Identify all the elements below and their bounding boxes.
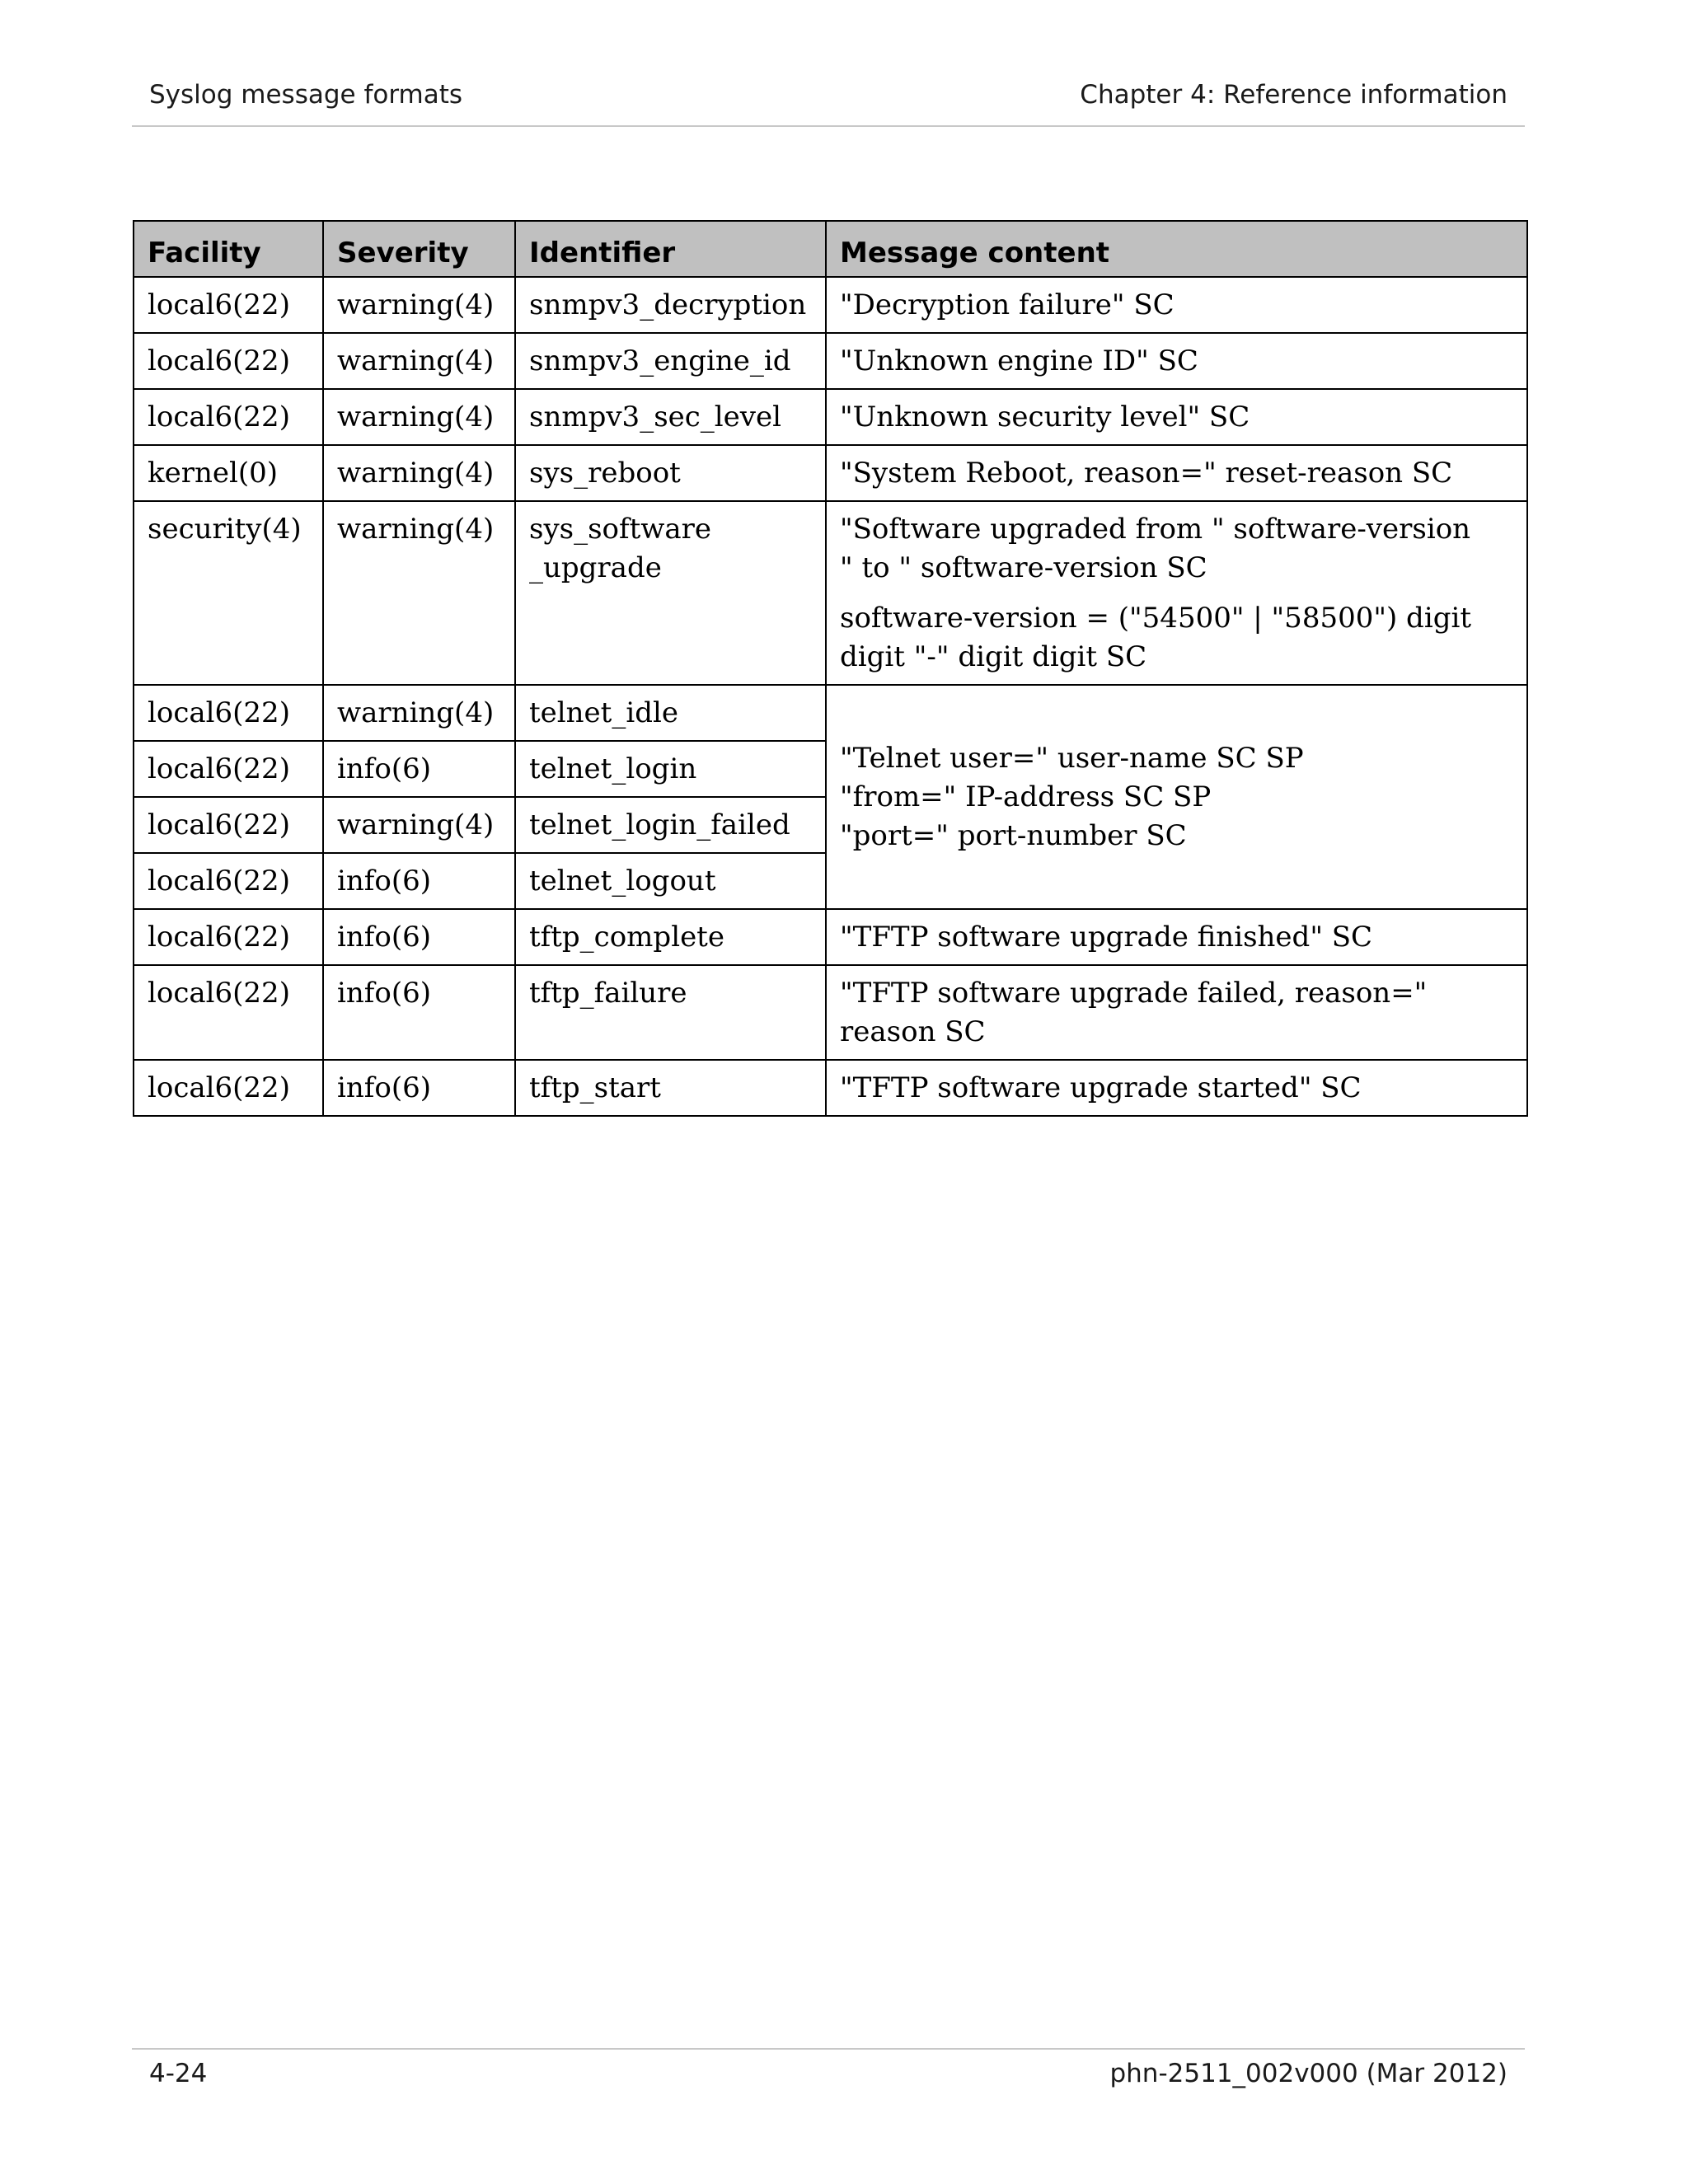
page-footer	[132, 2057, 1525, 2090]
cell-severity: info(6)	[323, 1060, 515, 1116]
cell-severity: info(6)	[323, 909, 515, 965]
cell-facility: local6(22)	[134, 853, 323, 909]
table-row	[134, 685, 1527, 741]
cell-facility: local6(22)	[134, 277, 323, 333]
cell-identifier: tftp_complete	[515, 909, 826, 965]
message-line: " to " software-version SC	[840, 551, 1207, 584]
cell-severity: warning(4)	[323, 333, 515, 389]
document-id: phn-2511_002v000 (Mar 2012)	[1109, 2059, 1507, 2088]
cell-message: "System Reboot, reason=" reset-reason SC	[826, 445, 1527, 501]
identifier-line: sys_software	[529, 513, 712, 546]
syslog-message-table	[133, 220, 1528, 1117]
cell-facility: local6(22)	[134, 333, 323, 389]
cell-severity: info(6)	[323, 741, 515, 797]
cell-identifier: telnet_login	[515, 741, 826, 797]
cell-severity: info(6)	[323, 965, 515, 1060]
cell-severity: warning(4)	[323, 277, 515, 333]
message-line: reason SC	[840, 1015, 986, 1048]
message-paragraph	[840, 599, 1513, 677]
cell-severity: warning(4)	[323, 797, 515, 853]
cell-facility: local6(22)	[134, 797, 323, 853]
cell-facility: kernel(0)	[134, 445, 323, 501]
message-line: digit "-" digit digit SC	[840, 640, 1147, 673]
cell-identifier	[515, 501, 826, 685]
table-row	[134, 277, 1527, 333]
header-section-title: Syslog message formats	[149, 80, 463, 110]
cell-identifier: snmpv3_engine_id	[515, 333, 826, 389]
cell-facility: security(4)	[134, 501, 323, 685]
cell-identifier: telnet_idle	[515, 685, 826, 741]
table-row	[134, 501, 1527, 685]
table-row	[134, 909, 1527, 965]
cell-identifier: telnet_login_failed	[515, 797, 826, 853]
header-chapter-title: Chapter 4: Reference information	[1080, 80, 1507, 110]
table-header-row	[134, 221, 1527, 277]
table-row	[134, 965, 1527, 1060]
cell-facility: local6(22)	[134, 685, 323, 741]
cell-message-telnet-merged	[826, 685, 1527, 909]
footer-divider	[132, 2048, 1525, 2050]
cell-severity: warning(4)	[323, 389, 515, 445]
message-line: "Telnet user=" user-name SC SP	[840, 742, 1304, 775]
message-line: software-version = ("54500" | "58500") digit	[840, 602, 1471, 635]
cell-identifier: telnet_logout	[515, 853, 826, 909]
column-header-identifier: Identifier	[515, 221, 826, 277]
cell-identifier: snmpv3_decryption	[515, 277, 826, 333]
cell-severity: warning(4)	[323, 501, 515, 685]
cell-identifier: tftp_start	[515, 1060, 826, 1116]
identifier-line: _upgrade	[529, 551, 662, 584]
table-row	[134, 333, 1527, 389]
cell-message: "Unknown engine ID" SC	[826, 333, 1527, 389]
cell-message	[826, 965, 1527, 1060]
cell-identifier: snmpv3_sec_level	[515, 389, 826, 445]
cell-identifier: sys_reboot	[515, 445, 826, 501]
cell-severity: warning(4)	[323, 445, 515, 501]
table-row	[134, 1060, 1527, 1116]
cell-facility: local6(22)	[134, 741, 323, 797]
message-line: "TFTP software upgrade failed, reason="	[840, 977, 1428, 1010]
cell-severity: warning(4)	[323, 685, 515, 741]
column-header-facility: Facility	[134, 221, 323, 277]
cell-facility: local6(22)	[134, 965, 323, 1060]
cell-facility: local6(22)	[134, 1060, 323, 1116]
cell-message	[826, 501, 1527, 685]
cell-severity: info(6)	[323, 853, 515, 909]
cell-facility: local6(22)	[134, 909, 323, 965]
message-line: "port=" port-number SC	[840, 819, 1187, 852]
cell-message: "Decryption failure" SC	[826, 277, 1527, 333]
cell-message: "TFTP software upgrade finished" SC	[826, 909, 1527, 965]
message-line: "from=" IP-address SC SP	[840, 780, 1212, 813]
table-row	[134, 445, 1527, 501]
cell-message: "TFTP software upgrade started" SC	[826, 1060, 1527, 1116]
column-header-message-content: Message content	[826, 221, 1527, 277]
message-line: "Software upgraded from " software-version	[840, 513, 1471, 546]
cell-facility: local6(22)	[134, 389, 323, 445]
table-row	[134, 389, 1527, 445]
page-header	[132, 78, 1525, 111]
page-number: 4-24	[149, 2059, 208, 2088]
cell-message: "Unknown security level" SC	[826, 389, 1527, 445]
column-header-severity: Severity	[323, 221, 515, 277]
header-divider	[132, 125, 1525, 127]
cell-identifier: tftp_failure	[515, 965, 826, 1060]
message-paragraph	[840, 510, 1513, 588]
